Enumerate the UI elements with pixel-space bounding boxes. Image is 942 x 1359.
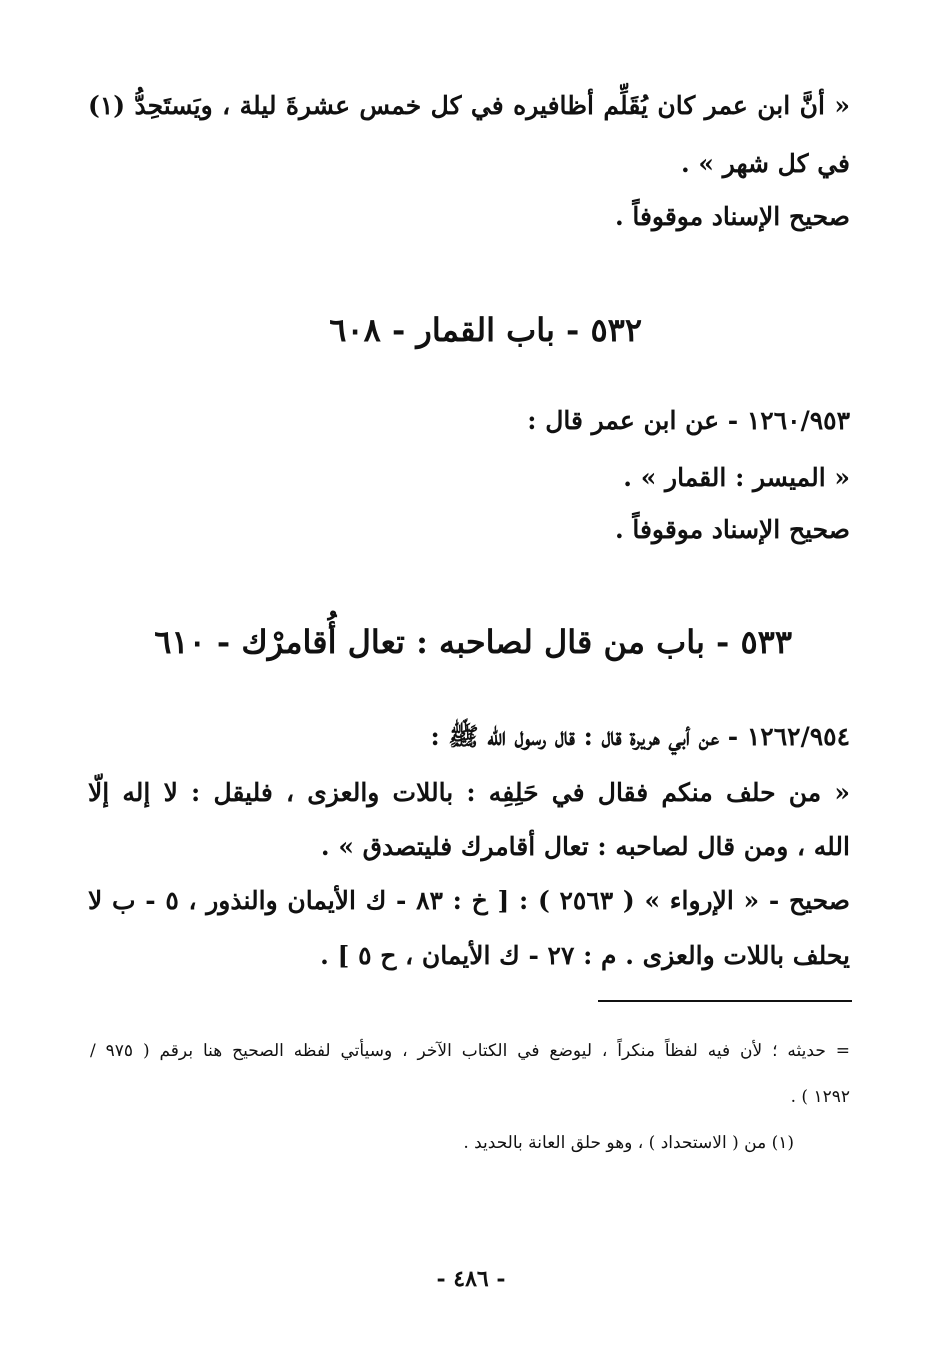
hadith-954-grade-line-1: صحيح - « الإرواء » ( ٢٥٦٣ ) : [ خ : ٨٣ - ك الأيمان والنذور ، ٥ - ب لا xyxy=(88,886,851,915)
hadith-954-grade-line-2: يحلف باللات والعزى . م : ٢٧ - ك الأيمان ، ح ٥ ] . xyxy=(320,941,850,970)
footnote-continuation-line-1: = حديثه ؛ لأن فيه لفظاً منكراً ، ليوضع في الكتاب الآخر ، وسيأتي لفظه الصحيح هنا برقم ( ٩٧٥ / xyxy=(90,1041,850,1061)
chapter-532-heading: ٥٣٢ - باب القمار - ٦٠٨ xyxy=(329,311,642,349)
chapter-533-heading: ٥٣٣ - باب من قال لصاحبه : تعال أُقامرْك - ٦١٠ xyxy=(154,623,792,661)
hadith-953-header: ١٢٦٠/٩٥٣ - عن ابن عمر قال : xyxy=(527,406,850,435)
top-hadith-grade: صحيح الإسناد موقوفاً . xyxy=(614,202,850,231)
hadith-953-grade: صحيح الإسناد موقوفاً . xyxy=(614,515,850,544)
top-hadith-line-2: في كل شهر » . xyxy=(680,149,850,178)
hadith-954-line-2: الله ، ومن قال لصاحبه : تعال أقامرك فليتصدق » . xyxy=(320,832,850,861)
footnote-separator xyxy=(598,1000,852,1002)
page-number: - ٤٨٦ - xyxy=(436,1266,506,1292)
footnote-continuation-line-2: ١٢٩٢ ) . xyxy=(790,1087,850,1107)
top-hadith-line-1: « أنَّ ابن عمر كان يُقَلِّم أظافيره في كل خمس عشرةَ ليلة ، ويَستَحِدُّ (١) xyxy=(88,91,850,120)
hadith-954-line-1: « من حلف منكم فقال في حَلِفِه : باللات والعزى ، فليقل : لا إله إلّا xyxy=(88,778,850,807)
hadith-953-text: « الميسر : القمار » . xyxy=(623,463,850,492)
footnote-1: (١) من ( الاستحداد ) ، وهو حلق العانة بالحديد . xyxy=(463,1133,794,1153)
hadith-954-header: ١٢٦٢/٩٥٤ - عن أبي هريرة قال : قال رسول الله ﷺ : xyxy=(430,722,850,751)
